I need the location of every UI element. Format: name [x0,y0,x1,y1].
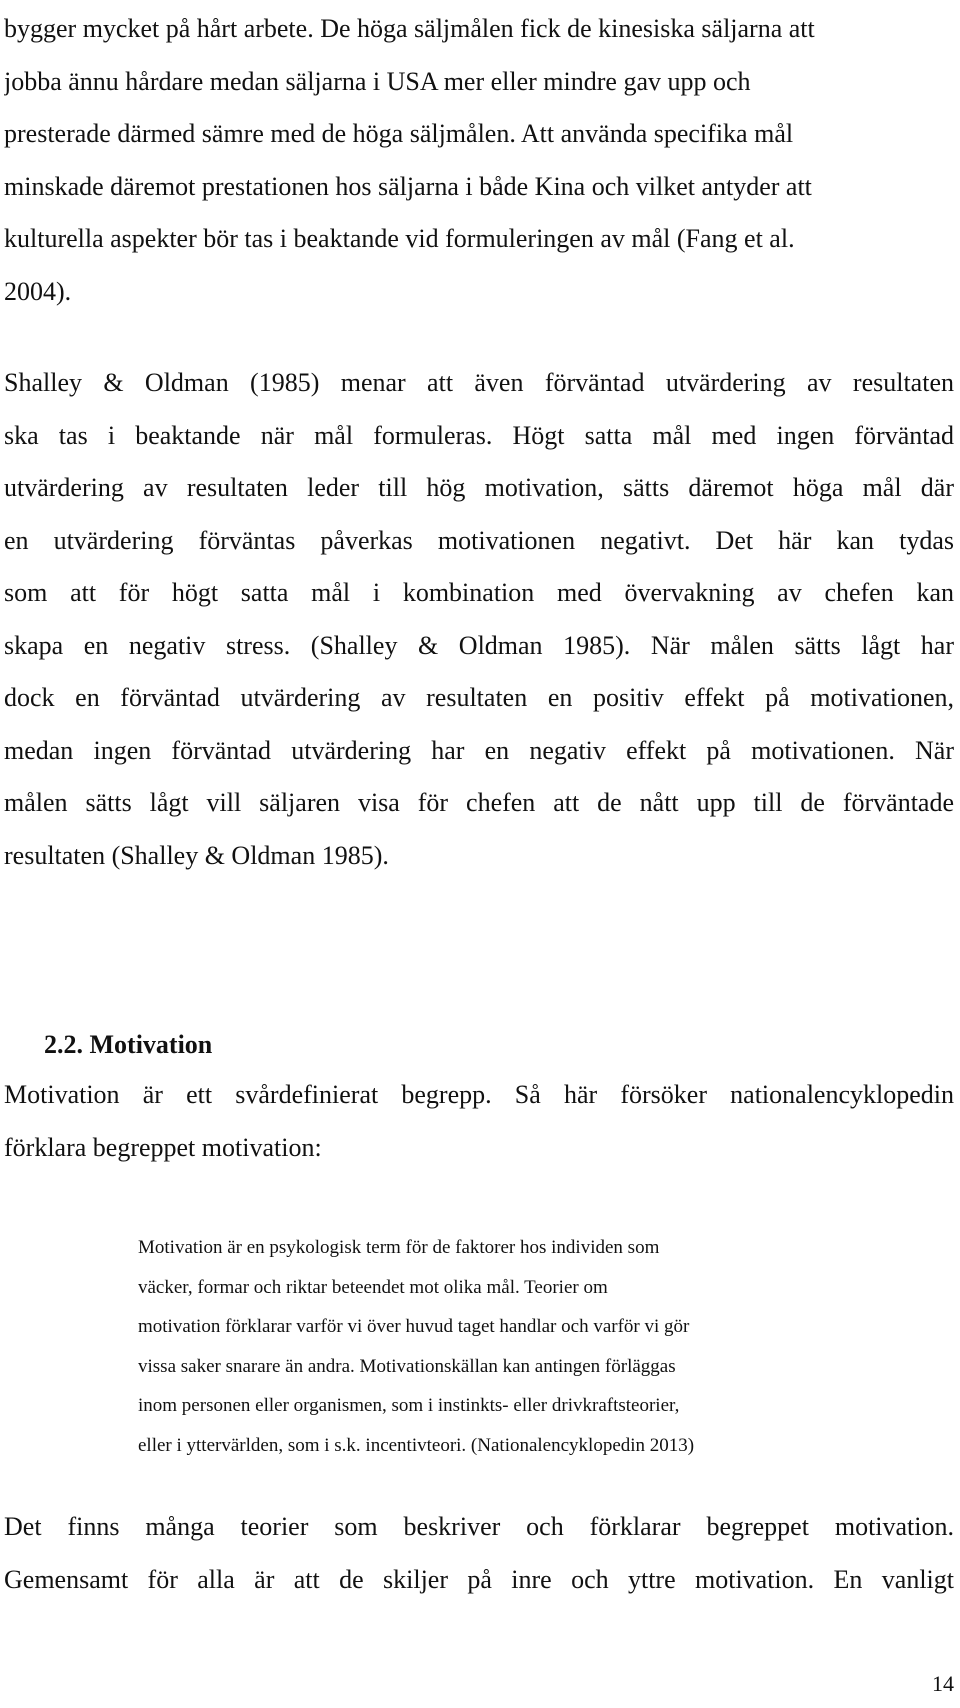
section-heading: 2.2. Motivation [44,1030,213,1059]
text-line: som att för högt satta mål i kombination med övervakning av chefen kan [4,578,954,607]
quote-line: motivation förklarar varför vi över huvud taget handlar och varför vi gör [138,1316,690,1337]
text-line: minskade däremot prestationen hos säljarna i både Kina och vilket antyder att [4,171,812,201]
quote-line: vissa saker snarare än andra. Motivationskällan kan antingen förläggas [138,1355,676,1377]
text-line: Shalley & Oldman (1985) menar att även förväntad utvärdering av resultaten [4,368,954,397]
text-line: Gemensamt för alla är att de skiljer på inre och yttre motivation. En vanligt [4,1564,954,1594]
text-line: målen sätts lågt vill säljaren visa för chefen att de nått upp till de förväntade [4,788,954,817]
paragraph-shalley-oldman [4,357,954,882]
text-line: medan ingen förväntad utvärdering har en negativ effekt på motivationen. När [4,735,954,765]
text-line: förklara begreppet motivation: [4,1133,322,1162]
text-line: ska tas i beaktande när mål formuleras. Högt satta mål med ingen förväntad [4,420,954,450]
text-line: Motivation är ett svårdefinierat begrepp. Så här försöker nationalencyklopedin [4,1080,954,1109]
paragraph-motivation-intro [4,1068,954,1174]
text-line: presterade därmed sämre med de höga säljmålen. Att använda specifika mål [4,119,794,148]
text-line: utvärdering av resultaten leder till hög motivation, sätts däremot höga mål där [4,473,954,502]
text-line: Det finns många teorier som beskriver och förklarar begreppet motivation. [4,1512,954,1541]
quote-line: inom personen eller organismen, som i instinkts- eller drivkraftsteorier, [138,1395,680,1416]
paragraph-motivation-theories [4,1501,954,1606]
quote-line: Motivation är en psykologisk term för de faktorer hos individen som [138,1237,660,1258]
text-line: bygger mycket på hårt arbete. De höga säljmålen fick de kinesiska säljarna att [4,14,815,43]
block-quote-nationalencyklopedin [138,1228,838,1465]
text-line: kulturella aspekter bör tas i beaktande vid formuleringen av mål (Fang et al. [4,224,795,253]
quote-line: eller i yttervärlden, som i s.k. incentivteori. (Nationalencyklopedin 2013) [138,1434,695,1456]
page-number: 14 [932,1671,954,1696]
text-line: jobba ännu hårdare medan säljarna i USA mer eller mindre gav upp och [4,66,751,96]
paragraph-goal-setting-culture [4,3,954,318]
text-line: resultaten (Shalley & Oldman 1985). [4,840,389,870]
text-line: skapa en negativ stress. (Shalley & Oldman 1985). När målen sätts lågt har [4,630,954,660]
quote-line: väcker, formar och riktar beteendet mot olika mål. Teorier om [138,1276,608,1298]
text-line: en utvärdering förväntas påverkas motivationen negativt. Det här kan tydas [4,525,954,555]
text-line: 2004). [4,276,72,306]
text-line: dock en förväntad utvärdering av resultaten en positiv effekt på motivationen, [4,683,954,712]
